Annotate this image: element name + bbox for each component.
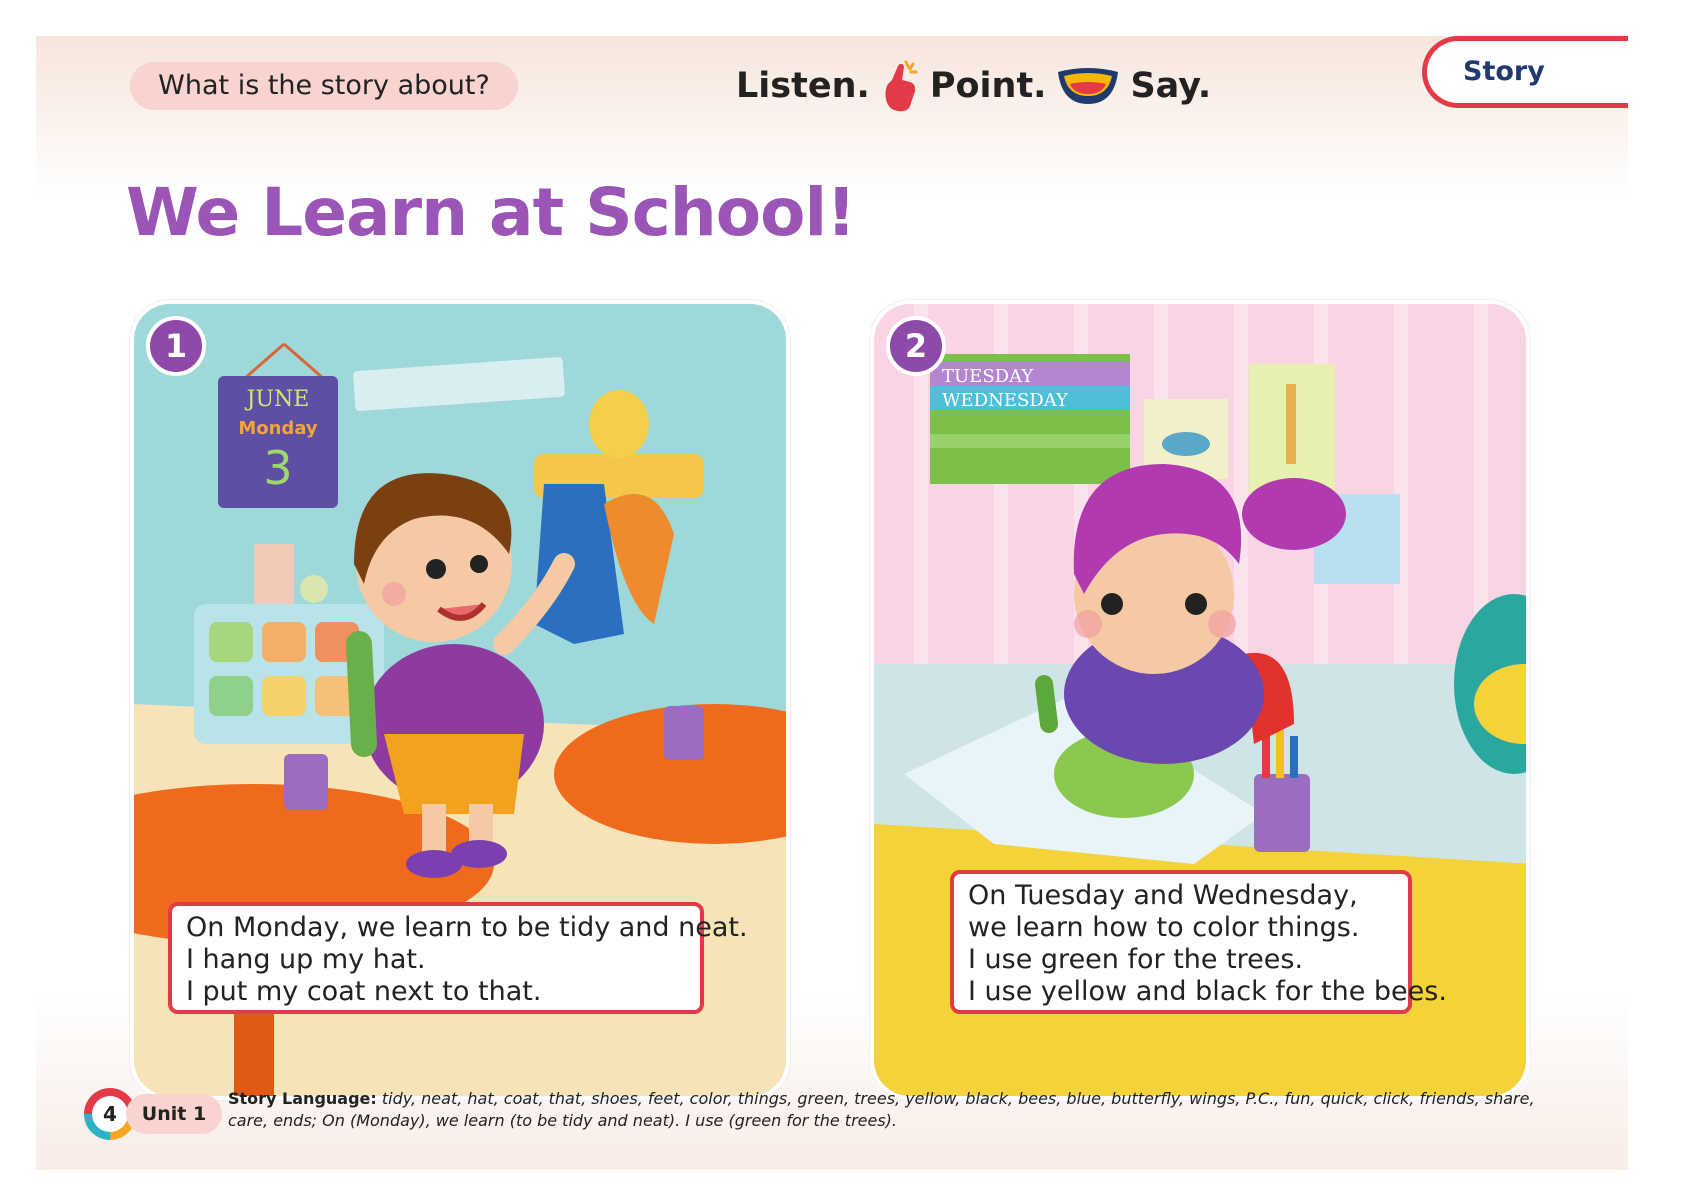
caption-1 xyxy=(168,902,748,1014)
story-panel-1 xyxy=(130,300,790,1100)
caption-2-line-3: I use green for the trees. xyxy=(968,944,1304,975)
story-panel-2 xyxy=(870,300,1530,1100)
calendar-month: JUNE xyxy=(246,387,310,412)
story-language xyxy=(228,1088,1568,1132)
panel-number-2: 2 xyxy=(886,316,946,376)
caption-1-line-1: On Monday, we learn to be tidy and neat. xyxy=(186,912,748,943)
point-label: Point. xyxy=(929,66,1047,106)
calendar-day: Monday xyxy=(238,418,318,439)
caption-2-line-2: we learn how to color things. xyxy=(968,912,1360,943)
story-question: What is the story about? xyxy=(130,62,518,110)
listen-label: Listen. xyxy=(736,66,870,106)
calendar-date: 3 xyxy=(263,441,293,495)
story-language-text: tidy, neat, hat, coat, that, shoes, feet, color, things, green, trees, yellow, black, bees, blue, butterfly, wings, P.C., fun, quick, click, friends, share, care, ends; On (Monday), we learn (to be tidy and neat). I use (green for the trees). xyxy=(228,1089,1535,1130)
say-label: Say. xyxy=(1130,66,1212,106)
board-line-2: WEDNESDAY xyxy=(942,390,1068,411)
page-title: We Learn at School! xyxy=(126,174,856,251)
caption-2-line-4: I use yellow and black for the bees. xyxy=(968,976,1447,1007)
story-language-label: Story Language: xyxy=(228,1089,377,1108)
page-number: 4 xyxy=(92,1096,128,1132)
caption-1-line-3: I put my coat next to that. xyxy=(186,976,542,1007)
textbook-page xyxy=(36,36,1628,1170)
caption-2-line-1: On Tuesday and Wednesday, xyxy=(968,880,1358,911)
pointing-hand-icon xyxy=(880,60,920,112)
caption-1-line-2: I hang up my hat. xyxy=(186,944,426,975)
tab-story[interactable]: Story xyxy=(1422,36,1628,108)
listen-point-say xyxy=(736,58,1211,114)
mouth-icon xyxy=(1056,66,1120,106)
unit-label: Unit 1 xyxy=(126,1094,222,1134)
caption-2 xyxy=(950,870,1447,1014)
board-line-1: TUESDAY xyxy=(942,366,1034,387)
panel-number-1: 1 xyxy=(146,316,206,376)
